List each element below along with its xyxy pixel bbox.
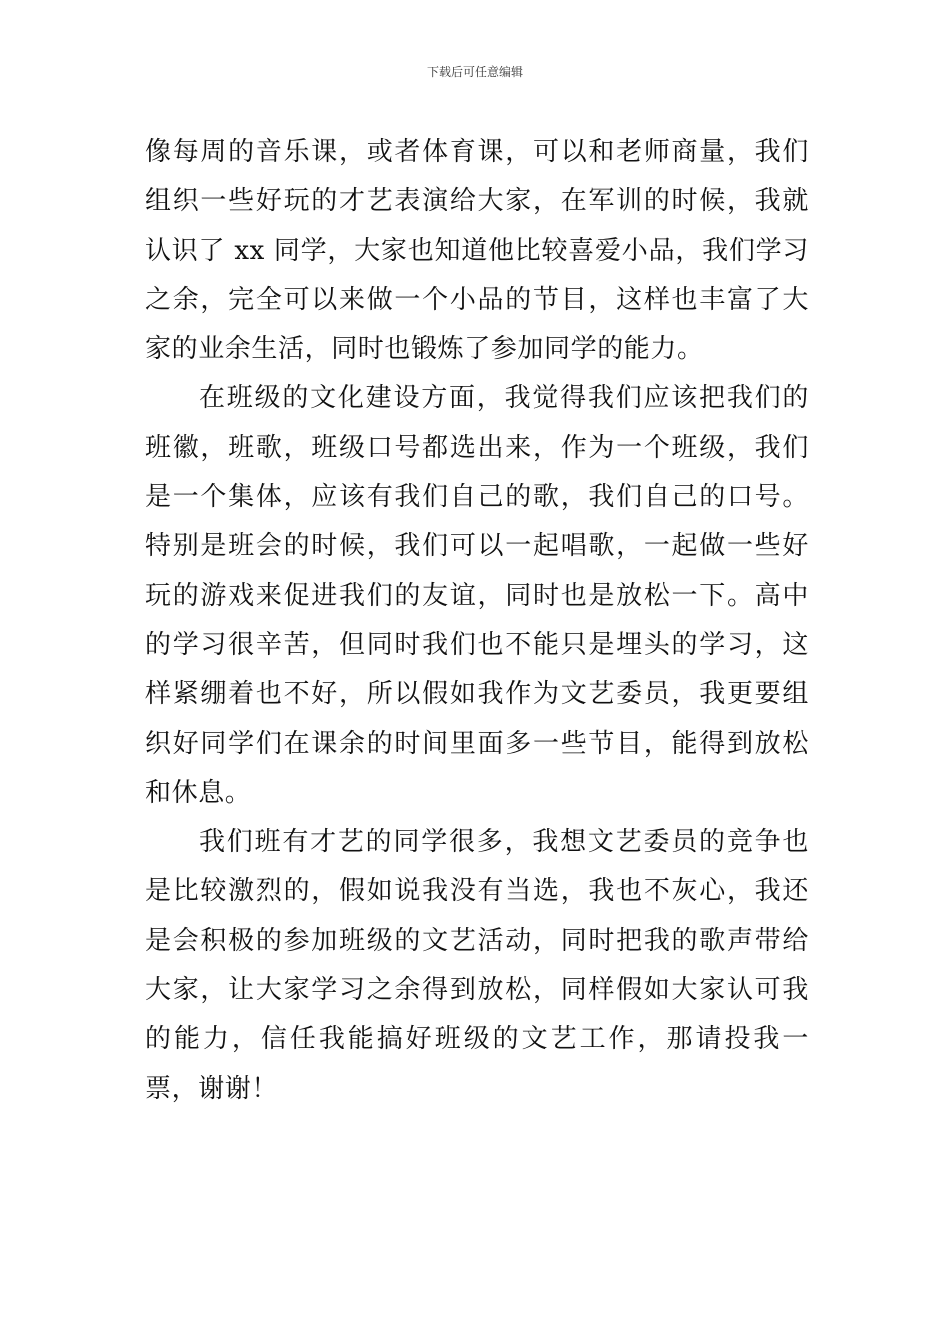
document-body: [145, 128, 809, 1114]
paragraph-1: 像每周的音乐课，或者体育课，可以和老师商量，我们组织一些好玩的才艺表演给大家，在军训的时候，我就认识了 xx 同学，大家也知道他比较喜爱小品，我们学习之余，完全可以来做一个小品的节目，这样也丰富了大家的业余生活，同时也锻炼了参加同学的能力。: [145, 137, 809, 365]
paragraph-2: 在班级的文化建设方面，我觉得我们应该把我们的班徽，班歌，班级口号都选出来，作为一个班级，我们是一个集体，应该有我们自己的歌，我们自己的口号。特别是班会的时候，我们可以一起唱歌，一起做一些好玩的游戏来促进我们的友谊，同时也是放松一下。高中的学习很辛苦，但同时我们也不能只是埋头的学习，这样紧绷着也不好，所以假如我作为文艺委员，我更要组织好同学们在课余的时间里面多一些节目，能得到放松和休息。: [145, 383, 809, 808]
header-note: 下载后可任意编辑: [426, 65, 523, 79]
paragraph-3: 我们班有才艺的同学很多，我想文艺委员的竞争也是比较激烈的，假如说我没有当选，我也不灰心，我还是会积极的参加班级的文艺活动，同时把我的歌声带给大家，让大家学习之余得到放松，同样假如大家认可我的能力，信任我能搞好班级的文艺工作，那请投我一票，谢谢！: [145, 827, 809, 1104]
